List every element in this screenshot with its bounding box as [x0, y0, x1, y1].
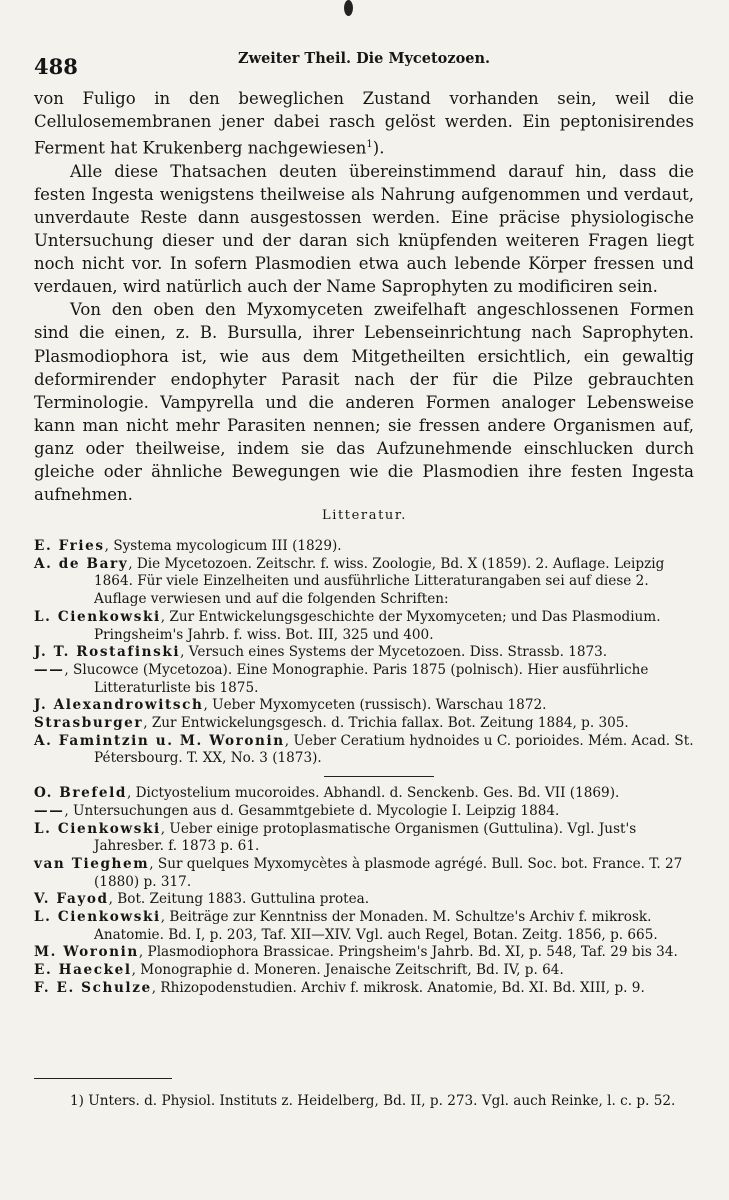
- reference-text: , Beiträge zur Kenntniss der Monaden. M. Schultze's Archiv f. mikrosk. Anatomie. Bd. I, p. 203, Taf. XII—XIV. Vgl. auch Regel, Botan. Zeitg. 1856, p. 665.: [94, 909, 658, 943]
- reference-author: J. Alexandrowitsch: [34, 697, 204, 714]
- page-header: [34, 44, 694, 79]
- reference-entry: [34, 891, 696, 909]
- reference-author: J. T. Rostafinski: [34, 644, 181, 661]
- reference-entry: [34, 733, 696, 768]
- reference-text: , Ueber Myxomyceten (russisch). Warschau 1872.: [203, 697, 547, 714]
- reference-entry: [34, 538, 696, 556]
- running-title: Zweiter Theil. Die Mycetozoen.: [238, 50, 491, 67]
- reference-author: O. Brefeld: [34, 785, 127, 802]
- paragraph-1: [34, 87, 694, 160]
- reference-text: , Sur quelques Myxomycètes à plasmode agrégé. Bull. Soc. bot. France. T. 27 (1880) p. 317.: [94, 855, 683, 890]
- footnote-marker-label: 1): [70, 1093, 84, 1109]
- reference-entry: [34, 909, 696, 944]
- reference-text: , Ueber Ceratium hydnoides u C. porioides. Mém. Acad. St. Pétersbourg. T. XX, No. 3 (1873).: [94, 732, 694, 767]
- paragraph-1-text: von Fuligo in den beweglichen Zustand vorhanden sein, weil die Cellulosemembranen jener dabei rasch gelöst werden. Ein peptonisirendes Ferment hat Krukenberg nachgewiesen: [34, 89, 694, 158]
- reference-text: , Versuch eines Systems der Mycetozoen. Diss. Strassb. 1873.: [180, 644, 608, 661]
- reference-author: L. Cienkowski: [34, 608, 161, 625]
- reference-author: A. Famintzin u. M. Woronin: [34, 732, 285, 749]
- reference-author: E. Haeckel: [34, 962, 132, 979]
- reference-entry: [34, 944, 696, 962]
- ink-speck: [344, 0, 353, 16]
- reference-entry: [34, 803, 696, 821]
- reference-text: , Dictyostelium mucoroides. Abhandl. d. Senckenb. Ges. Bd. VII (1869).: [126, 785, 620, 802]
- reference-entry: [34, 644, 696, 662]
- footnote: [34, 1092, 696, 1110]
- paragraph-2: Alle diese Thatsachen deuten übereinstimmend darauf hin, dass die festen Ingesta wenigstens theilweise als Nahrung aufgenommen und verdaut, unverdaute Reste dann ausgestossen werden. Eine präcise physiologische Untersuchung dieser und der daran sich knüpfenden weiteren Fragen liegt noch nicht vor. In sofern Plasmodien etwa auch lebende Körper fressen und verdauen, wird natürlich auch der Name Saprophyten zu modificiren sein.: [34, 161, 694, 297]
- reference-text: , Untersuchungen aus d. Gesammtgebiete d. Mycologie I. Leipzig 1884.: [64, 802, 560, 819]
- reference-text: , Systema mycologicum III (1829).: [104, 538, 342, 554]
- reference-author: ——: [34, 661, 65, 678]
- reference-entry: [34, 715, 696, 733]
- reference-author: A. de Bary: [34, 555, 129, 572]
- reference-text: , Slucowce (Mycetozoa). Eine Monographie. Paris 1875 (polnisch). Hier ausführliche Litteraturliste bis 1875.: [64, 661, 649, 696]
- reference-entry: [34, 821, 696, 856]
- reference-text: , Ueber einige protoplasmatische Organismen (Guttulina). Vgl. Just's Jahresber. f. 1873 p. 61.: [94, 820, 637, 855]
- reference-list: [34, 538, 696, 998]
- reference-text: , Monographie d. Moneren. Jenaische Zeitschrift, Bd. IV, p. 64.: [131, 962, 564, 979]
- reference-entry: [34, 856, 696, 891]
- reference-author: van Tieghem: [34, 855, 150, 872]
- reference-text: , Rhizopodenstudien. Archiv f. mikrosk. Anatomie, Bd. XI. Bd. XIII, p. 9.: [151, 979, 645, 996]
- reference-text: , Zur Entwickelungsgesch. d. Trichia fallax. Bot. Zeitung 1884, p. 305.: [143, 715, 629, 732]
- literature-heading: Litteratur.: [321, 508, 407, 523]
- reference-text: , Bot. Zeitung 1883. Guttulina protea.: [108, 891, 370, 908]
- reference-author: Strasburger: [34, 715, 144, 732]
- body-text: [34, 87, 694, 506]
- reference-entry: [34, 962, 696, 980]
- reference-author: V. Fayod: [34, 891, 109, 908]
- reference-entry: [34, 785, 696, 803]
- page-number: 488: [34, 54, 78, 79]
- reference-entry: [34, 662, 696, 697]
- paragraph-3: Von den oben den Myxomyceten zweifelhaft angeschlossenen Formen sind die einen, z. B. Bursulla, ihrer Lebenseinrichtung nach Saprophyten. Plasmodiophora ist, wie aus dem Mitgetheilten ersichtlich, ein gewaltig deformirender endophyter Parasit nach der für die Pilze gebrauchten Terminologie. Vampyrella und die anderen Formen analoger Lebensweise kann man nicht mehr Parasiten nennen; sie fressen andere Organismen auf, ganz oder theilweise, indem sie das Aufzunehmende einschlucken durch gleiche oder ähnliche Bewegungen wie die Plasmodien ihre festen Ingesta aufnehmen.: [34, 300, 694, 505]
- reference-text: , Zur Entwickelungsgeschichte der Myxomyceten; und Das Plasmodium. Pringsheim's Jahrb. f. wiss. Bot. III, 325 und 400.: [94, 608, 661, 643]
- footnote-text: Unters. d. Physiol. Instituts z. Heidelberg, Bd. II, p. 273. Vgl. auch Reinke, l. c. p. 52.: [83, 1093, 676, 1109]
- reference-group-1: [34, 538, 696, 768]
- reference-author: M. Woronin: [34, 944, 139, 961]
- reference-author: L. Cienkowski: [34, 820, 161, 837]
- reference-text: , Die Mycetozoen. Zeitschr. f. wiss. Zoologie, Bd. X (1859). 2. Auflage. Leipzig 1864. Für viele Einzelheiten und ausführliche Litteraturangaben sei auf diese 2. Auflage verwiesen und auf die folgenden Schriften:: [94, 555, 665, 608]
- reference-divider: [324, 776, 434, 777]
- reference-author: F. E. Schulze: [34, 979, 152, 996]
- reference-author: E. Fries: [34, 538, 105, 554]
- reference-entry: [34, 556, 696, 609]
- footnote-rule: [34, 1078, 172, 1079]
- reference-author: L. Cienkowski: [34, 909, 161, 926]
- reference-entry: [34, 609, 696, 644]
- paragraph-1-end: ).: [372, 138, 385, 158]
- reference-entry: [34, 980, 696, 998]
- reference-author: ——: [34, 802, 65, 819]
- reference-text: , Plasmodiophora Brassicae. Pringsheim's Jahrb. Bd. XI, p. 548, Taf. 29 bis 34.: [138, 944, 678, 961]
- reference-entry: [34, 697, 696, 715]
- reference-group-2: [34, 785, 696, 997]
- footnote-marker: 1: [366, 139, 373, 151]
